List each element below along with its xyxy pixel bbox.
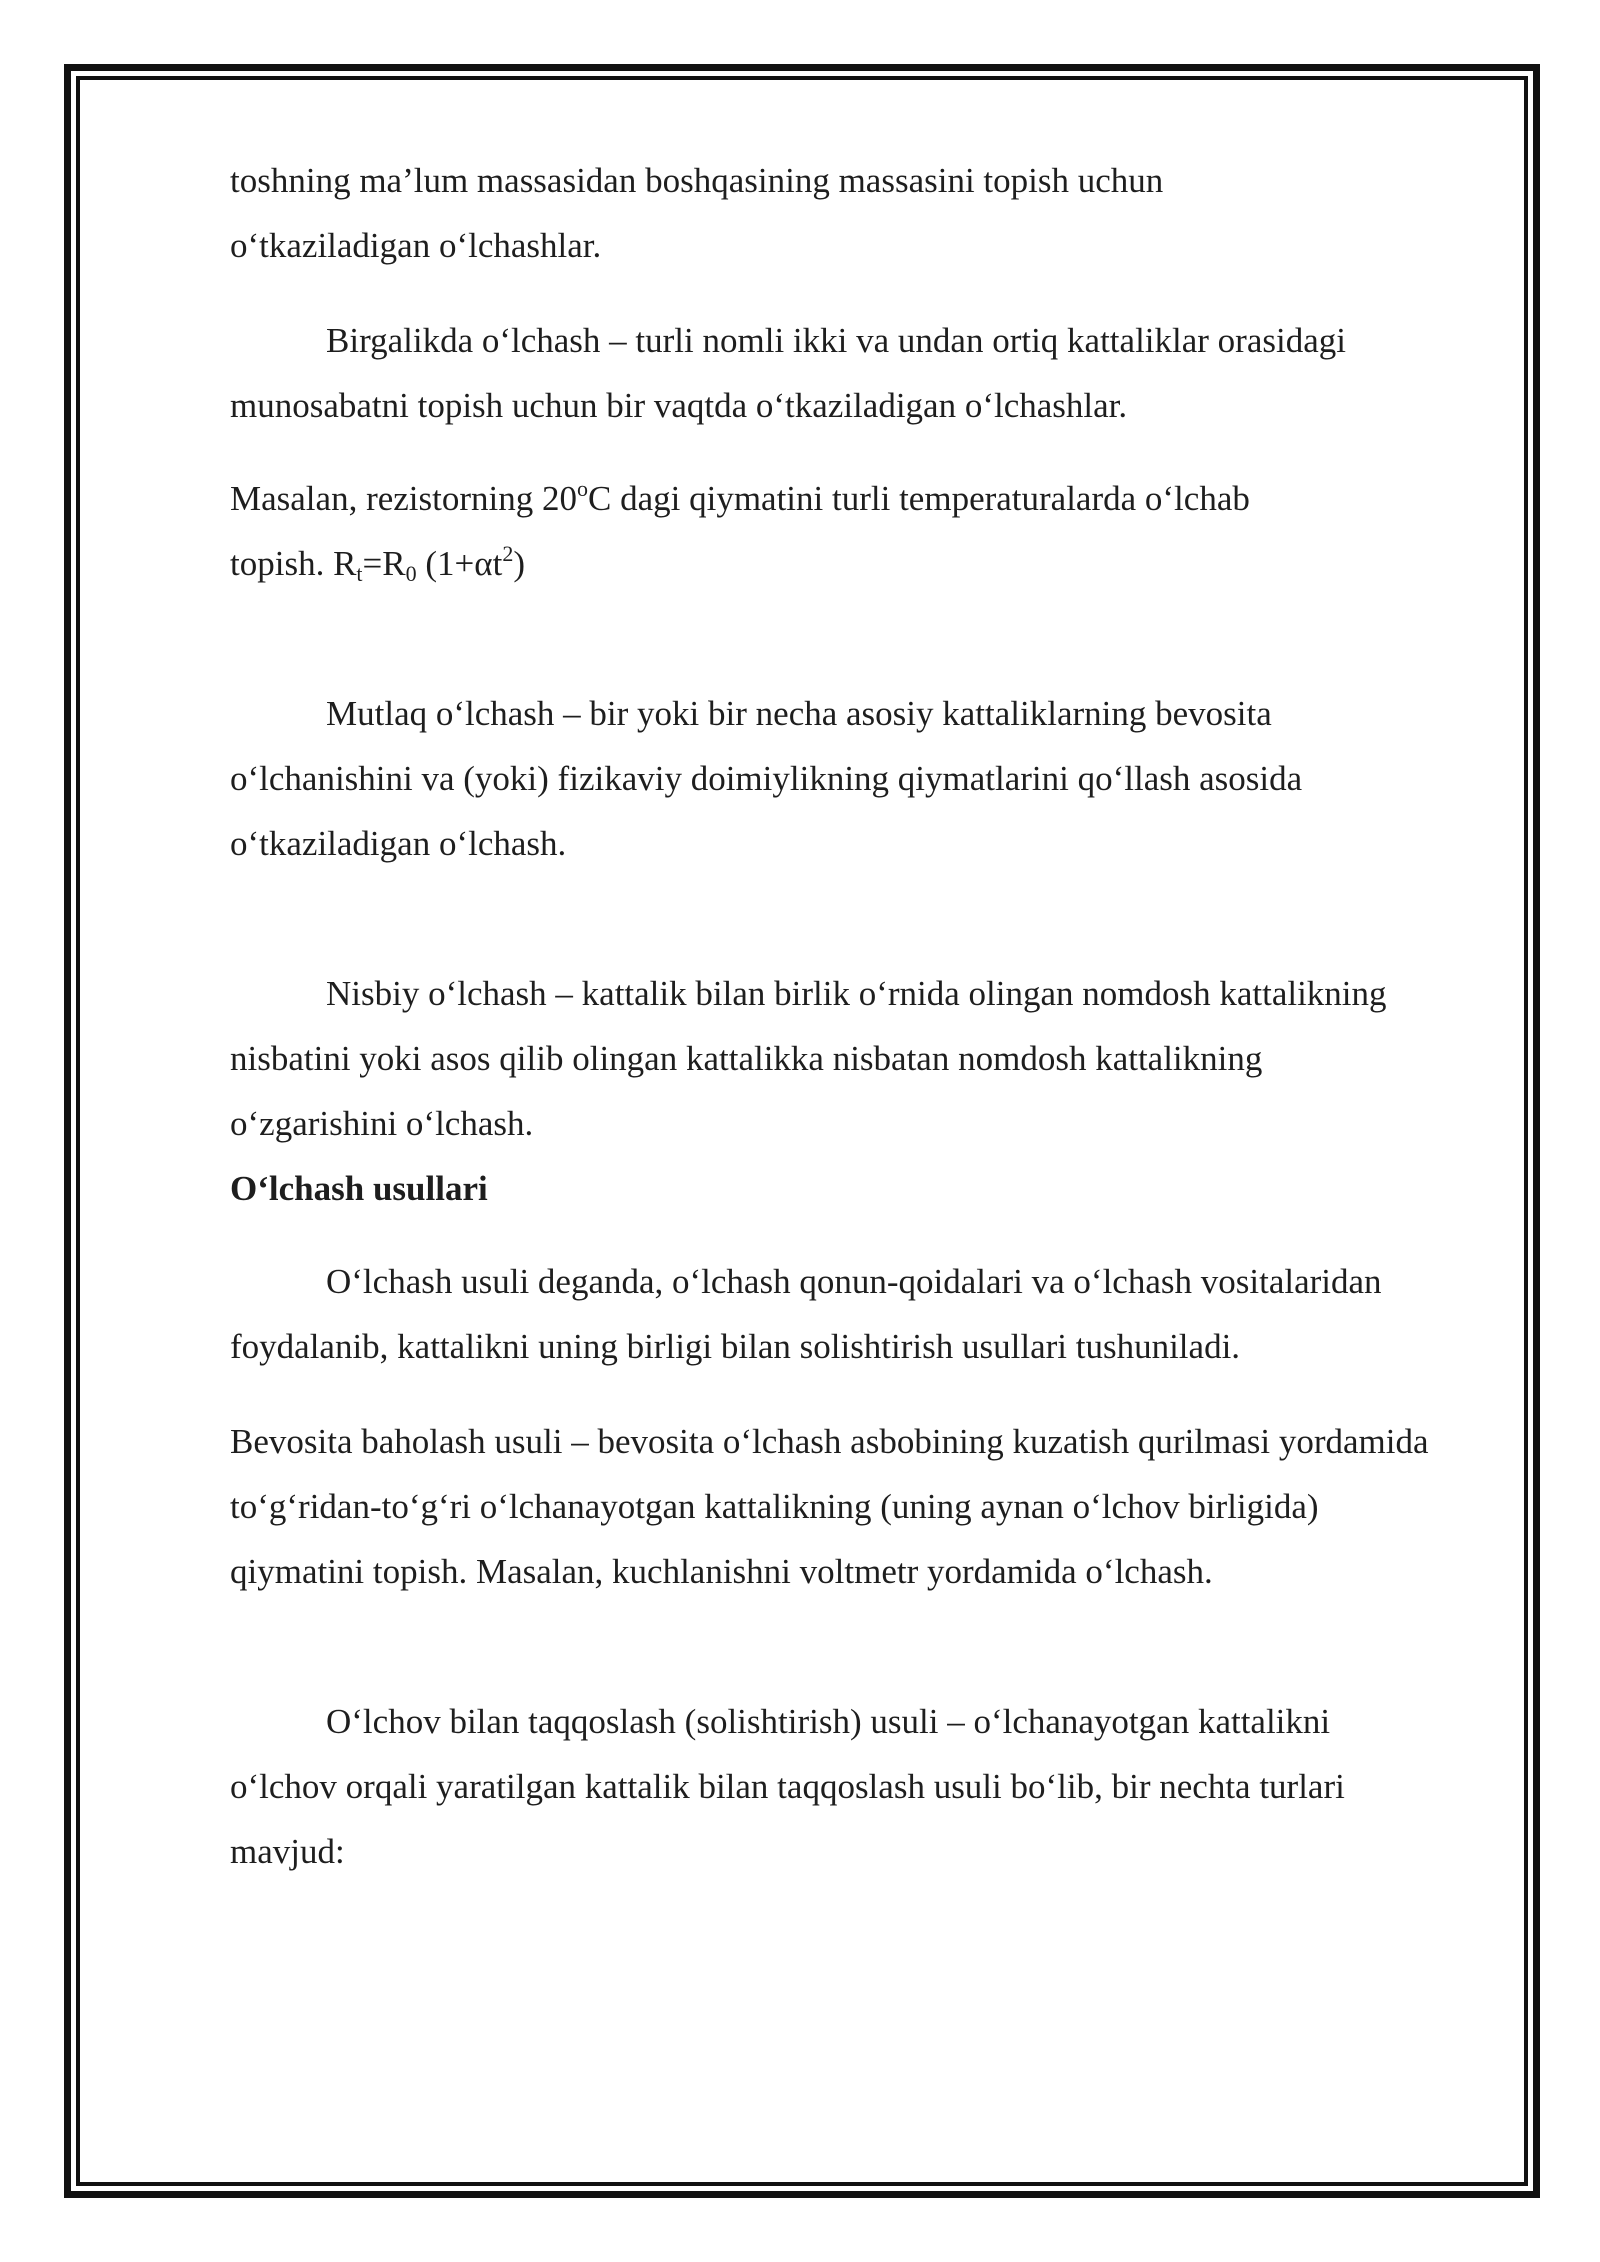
formula-prefix: topish. R [230, 544, 357, 583]
section-heading-measurement-methods: O‘lchash usullari [230, 1169, 488, 1208]
formula-sup-2: 2 [502, 541, 514, 566]
paragraph-relative-measurement: Nisbiy o‘lchash – kattalik bilan birlik o‘rnida olingan nomdosh kattalikning nisbatini yoki asos qilib olingan kattalikka nisbatan nomdosh kattalikning o‘zgarishini o‘lchash. [230, 974, 1387, 1143]
paragraph-resistor-example [230, 466, 1440, 596]
resistor-example-text-1: Masalan, rezistorning 20 [230, 479, 577, 518]
paragraph-joint-measurement: Birgalikda o‘lchash – turli nomli ikki va undan ortiq kattaliklar orasidagi munosabatni topish uchun bir vaqtda o‘tkaziladigan o‘lchashlar. [230, 321, 1346, 425]
formula-sub-0: 0 [405, 561, 417, 586]
formula-paren-close: ) [513, 544, 526, 583]
resistance-formula [230, 541, 526, 586]
paragraph-measurement-method-definition: O‘lchash usuli deganda, o‘lchash qonun-qoidalari va o‘lchash vositalaridan foydalanib, kattalikni uning birligi bilan solishtirish usullari tushuniladi. [230, 1262, 1382, 1366]
paragraph-comparison-method: O‘lchov bilan taqqoslash (solishtirish) usuli – o‘lchanayotgan kattalikni o‘lchov orqali yaratilgan kattalik bilan taqqoslash usuli bo‘lib, bir nechta turlari mavjud: [230, 1702, 1345, 1871]
resistor-example-text-2: C dagi qiymatini turli temperaturalarda o‘lchab [588, 479, 1250, 518]
formula-sub-t: t [356, 561, 363, 586]
paragraph-mass-measurement: toshning ma’lum massasidan boshqasining massasini topish uchun o‘tkaziladigan o‘lchashlar. [230, 161, 1164, 265]
degree-superscript: o [577, 476, 588, 501]
formula-paren-open: (1+αt [416, 544, 503, 583]
document-body [230, 148, 1440, 1884]
paragraph-direct-evaluation: Bevosita baholash usuli – bevosita o‘lchash asbobining kuzatish qurilmasi yordamida to‘g‘ridan-to‘g‘ri o‘lchanayotgan kattalikning (uning aynan o‘lchov birligida) qiymatini topish. Masalan, kuchlanishni voltmetr yordamida o‘lchash. [230, 1422, 1429, 1591]
paragraph-absolute-measurement: Mutlaq o‘lchash – bir yoki bir necha asosiy kattaliklarning bevosita o‘lchanishini va (yoki) fizikaviy doimiylikning qiymatlarini qo‘llash asosida o‘tkaziladigan o‘lchash. [230, 694, 1303, 863]
formula-equals: =R [362, 544, 406, 583]
